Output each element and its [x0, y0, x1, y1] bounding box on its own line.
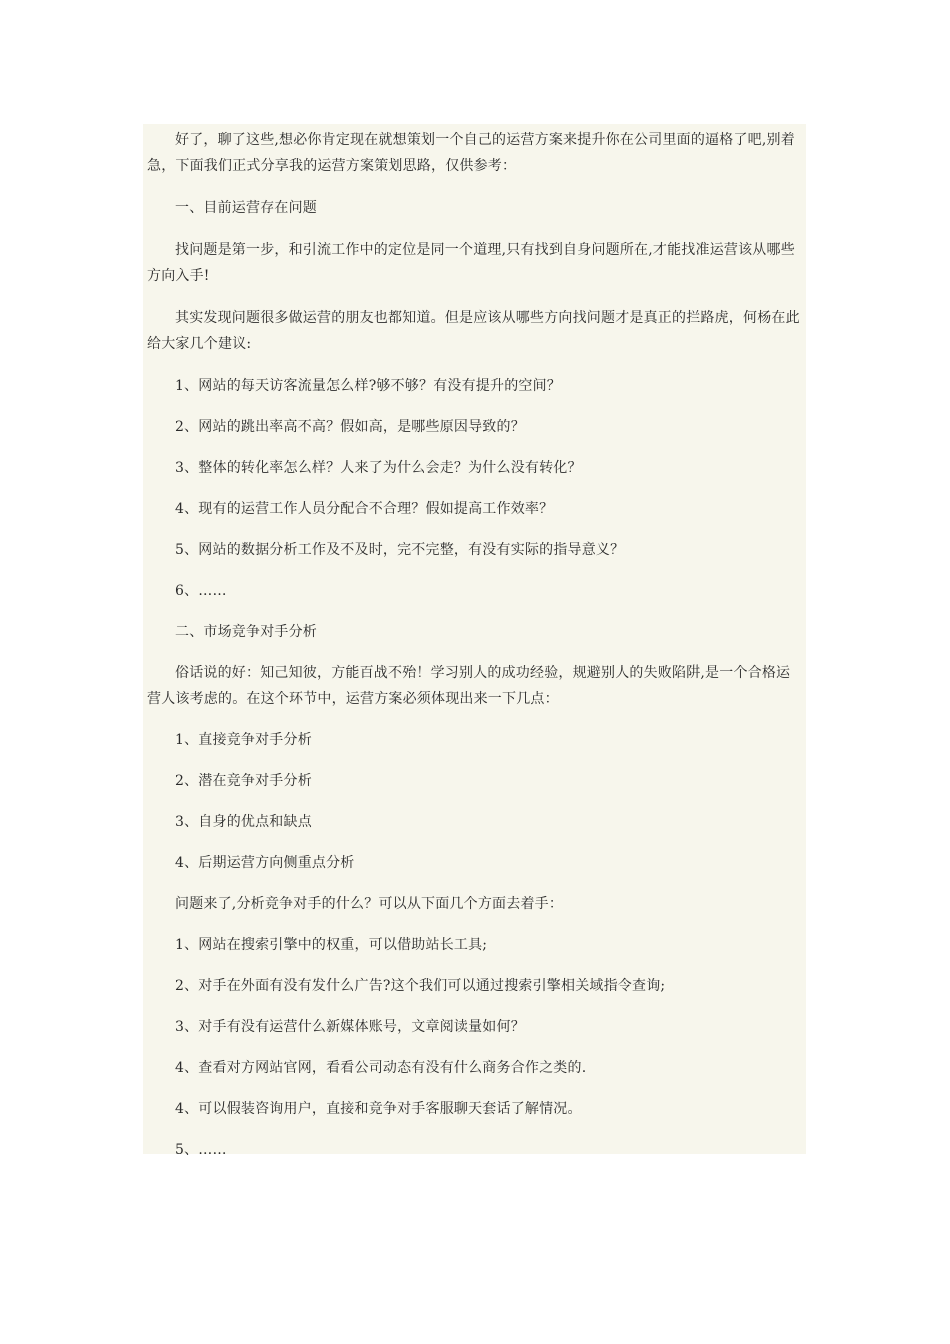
list-item: 3、自身的优点和缺点: [175, 814, 312, 830]
list-item: 1、网站的每天访客流量怎么样?够不够？有没有提升的空间？: [175, 378, 562, 394]
paragraph-suggestions: 其实发现问题很多做运营的朋友也都知道。但是应该从哪些方向找问题才是真正的拦路虎，何杨在此给大家几个建议:: [147, 310, 800, 352]
list-item: 2、潜在竞争对手分析: [175, 773, 312, 789]
list-item: 4、后期运营方向侧重点分析: [175, 855, 355, 871]
paragraph-intro: 好了，聊了这些,想必你肯定现在就想策划一个自己的运营方案来提升你在公司里面的逼格了吧,别着急，下面我们正式分享我的运营方案策划思路，仅供参考：: [147, 132, 795, 174]
list-item: 4、可以假装咨询用户，直接和竞争对手客服聊天套话了解情况。: [175, 1101, 582, 1117]
list-item: 1、网站在搜索引擎中的权重，可以借助站长工具;: [175, 937, 488, 953]
list-item: 1、直接竞争对手分析: [175, 732, 312, 748]
list-item: 3、整体的转化率怎么样？人来了为什么会走？为什么没有转化？: [175, 460, 582, 476]
paragraph-proverb: 俗话说的好：知己知彼，方能百战不殆！学习别人的成功经验，规避别人的失败陷阱,是一个合格运营人该考虑的。在这个环节中，运营方案必须体现出来一下几点：: [147, 665, 791, 707]
article-body: [143, 124, 806, 1158]
list-item: 3、对手有没有运营什么新媒体账号，文章阅读量如何？: [175, 1019, 525, 1035]
paragraph-find-problem: 找问题是第一步，和引流工作中的定位是同一个道理,只有找到自身问题所在,才能找准运营该从哪些方向入手!: [147, 242, 795, 284]
list-item: 4、查看对方网站官网，看看公司动态有没有什么商务合作之类的.: [175, 1060, 587, 1076]
section-heading-problems: 一、目前运营存在问题: [175, 200, 317, 216]
section-heading-competitors: 二、市场竞争对手分析: [175, 624, 317, 640]
list-item: 4、现有的运营工作人员分配合不合理？假如提高工作效率？: [175, 501, 554, 517]
list-item: 6、……: [175, 583, 227, 599]
list-item: 5、……: [175, 1142, 227, 1158]
paragraph-question: 问题来了,分析竞争对手的什么？可以从下面几个方面去着手：: [175, 896, 564, 912]
list-item: 5、网站的数据分析工作及不及时，完不完整，有没有实际的指导意义？: [175, 542, 625, 558]
list-item: 2、网站的跳出率高不高？假如高，是哪些原因导致的？: [175, 419, 525, 435]
list-item: 2、对手在外面有没有发什么广告?这个我们可以通过搜索引擎相关域指令查询;: [175, 978, 666, 994]
